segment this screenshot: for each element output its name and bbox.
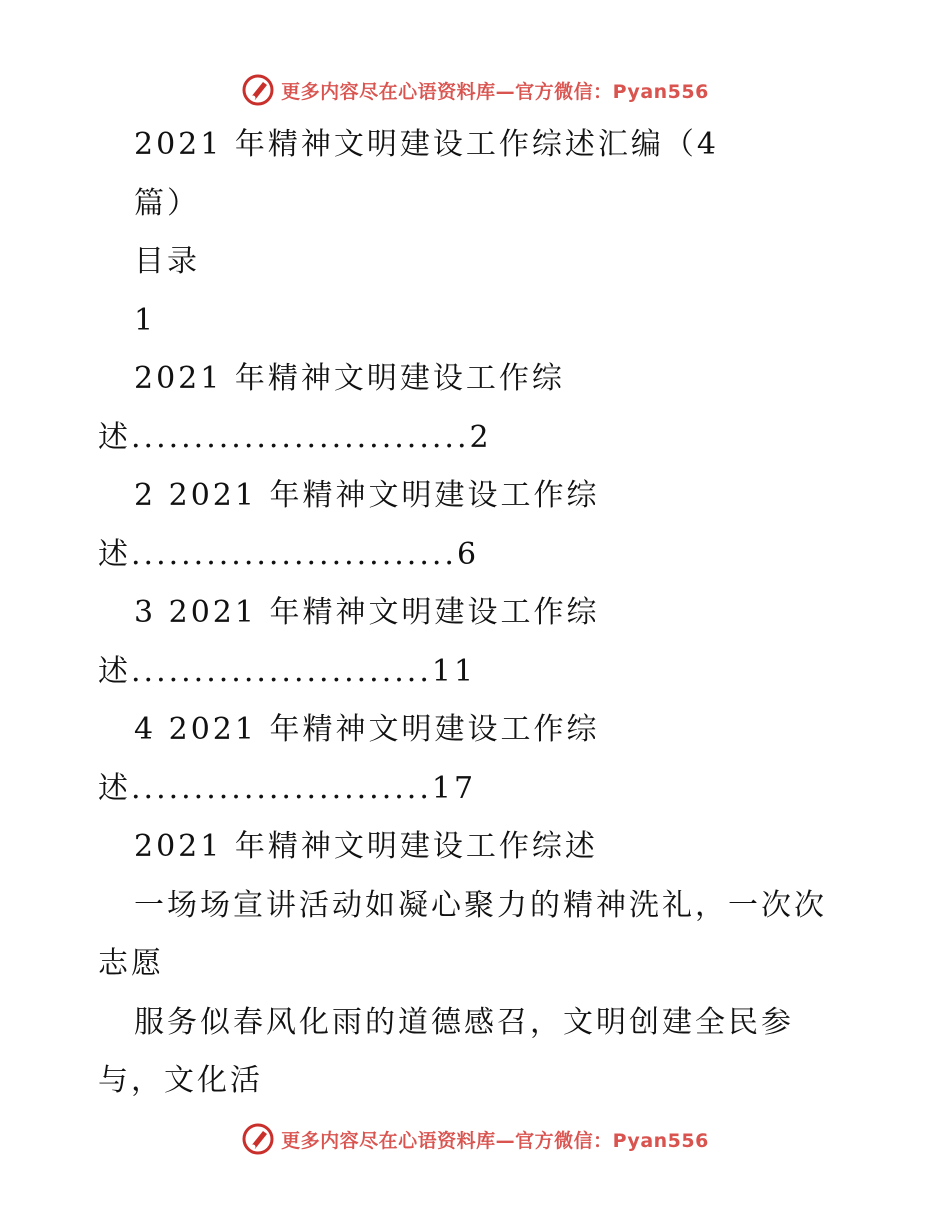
- toc-entry-4-title[interactable]: 4 2021 年精神文明建设工作综: [134, 712, 600, 747]
- toc-entry-1-leader[interactable]: 述...........................2: [98, 420, 492, 455]
- watermark-text: 更多内容尽在心语资料库—官方微信：Pyan556: [281, 80, 709, 103]
- body-line-4: 与，文化活: [98, 1063, 263, 1098]
- toc-entry-3-leader[interactable]: 述........................11: [98, 654, 477, 689]
- doc-title-line-1: 2021 年精神文明建设工作综述汇编（4: [134, 127, 719, 162]
- pen-logo-icon: [241, 1122, 275, 1156]
- toc-entry-4-leader[interactable]: 述........................17: [98, 771, 477, 806]
- body-line-1: 一场场宣讲活动如凝心聚力的精神洗礼，一次次: [134, 888, 827, 923]
- body-line-2: 志愿: [98, 946, 164, 981]
- toc-entry-2-leader[interactable]: 述..........................6: [98, 537, 480, 572]
- toc-entry-1-title[interactable]: 2021 年精神文明建设工作综: [134, 361, 565, 396]
- toc-entry-2-title[interactable]: 2 2021 年精神文明建设工作综: [134, 478, 600, 513]
- toc-index: 1: [134, 303, 157, 338]
- watermark-banner-top: [0, 70, 950, 110]
- toc-heading: 目录: [134, 244, 200, 279]
- section-title: 2021 年精神文明建设工作综述: [134, 829, 598, 864]
- pen-logo-icon: [241, 73, 275, 107]
- body-line-3: 服务似春风化雨的道德感召，文明创建全民参: [134, 1005, 794, 1040]
- watermark-banner-bottom: [0, 1119, 950, 1159]
- doc-title-line-2: 篇）: [134, 186, 200, 221]
- watermark-text: 更多内容尽在心语资料库—官方微信：Pyan556: [281, 1129, 709, 1152]
- toc-entry-3-title[interactable]: 3 2021 年精神文明建设工作综: [134, 595, 600, 630]
